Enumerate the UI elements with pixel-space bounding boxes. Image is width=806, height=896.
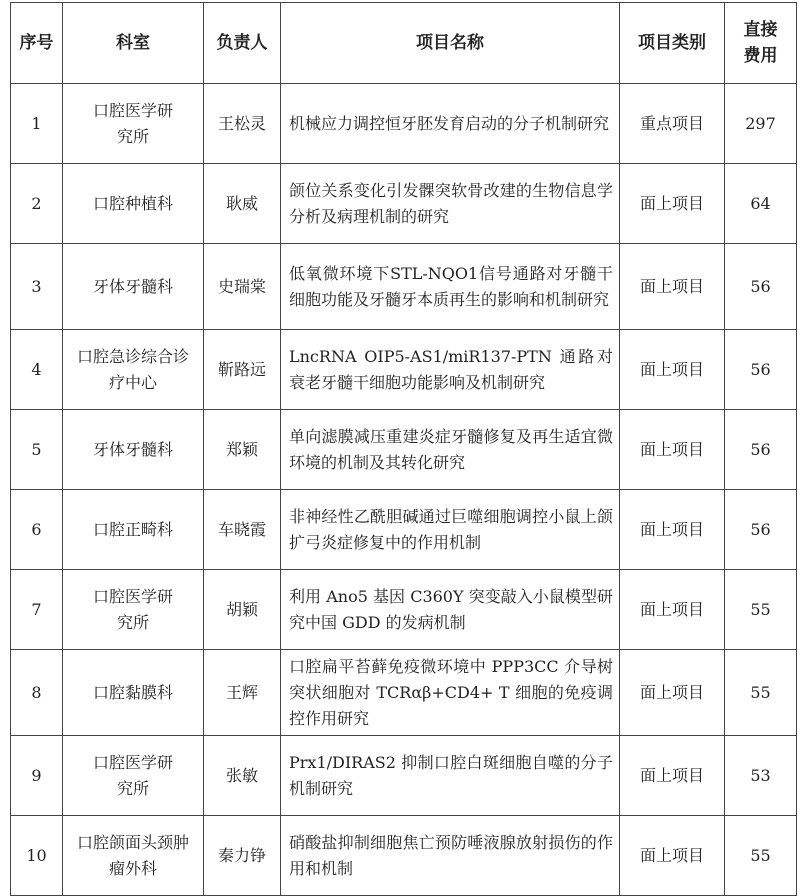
table-row xyxy=(11,736,797,816)
cell-lead: 车晓霞 xyxy=(204,490,281,570)
cell-no: 6 xyxy=(11,490,63,570)
cell-no: 7 xyxy=(11,570,63,650)
cell-category: 面上项目 xyxy=(620,570,725,650)
cell-lead: 秦力铮 xyxy=(204,816,281,896)
cell-cost: 56 xyxy=(725,244,797,330)
table-row xyxy=(11,410,797,490)
cell-cost: 55 xyxy=(725,816,797,896)
project-table xyxy=(10,2,797,896)
table-row xyxy=(11,244,797,330)
cell-dept: 口腔黏膜科 xyxy=(63,650,204,736)
cell-lead: 耿威 xyxy=(204,164,281,244)
cell-category: 面上项目 xyxy=(620,490,725,570)
cell-project: 口腔扁平苔藓免疫微环境中 PPP3CC 介导树突状细胞对 TCRαβ+CD4+ T 细胞的免疫调控作用研究 xyxy=(281,650,620,736)
cell-cost: 297 xyxy=(725,84,797,164)
cell-dept: 牙体牙髓科 xyxy=(63,410,204,490)
cell-dept: 口腔急诊综合诊疗中心 xyxy=(63,330,204,410)
cell-no: 9 xyxy=(11,736,63,816)
table-row xyxy=(11,84,797,164)
cell-lead: 王松灵 xyxy=(204,84,281,164)
cell-project: 机械应力调控恒牙胚发育启动的分子机制研究 xyxy=(281,84,620,164)
cell-category: 面上项目 xyxy=(620,330,725,410)
cell-cost: 56 xyxy=(725,410,797,490)
cell-project: 非神经性乙酰胆碱通过巨噬细胞调控小鼠上颌扩弓炎症修复中的作用机制 xyxy=(281,490,620,570)
table-row xyxy=(11,650,797,736)
table-row xyxy=(11,570,797,650)
table-row xyxy=(11,330,797,410)
cell-dept: 口腔医学研究所 xyxy=(63,736,204,816)
cell-no: 3 xyxy=(11,244,63,330)
cell-no: 4 xyxy=(11,330,63,410)
cell-category: 面上项目 xyxy=(620,244,725,330)
cell-cost: 55 xyxy=(725,650,797,736)
cell-project: 颌位关系变化引发髁突软骨改建的生物信息学分析及病理机制的研究 xyxy=(281,164,620,244)
cell-lead: 史瑞棠 xyxy=(204,244,281,330)
cell-project: 单向滤膜减压重建炎症牙髓修复及再生适宜微环境的机制及其转化研究 xyxy=(281,410,620,490)
table-row xyxy=(11,164,797,244)
cell-category: 面上项目 xyxy=(620,410,725,490)
cell-dept: 口腔正畸科 xyxy=(63,490,204,570)
table-row xyxy=(11,816,797,896)
cell-project: 利用 Ano5 基因 C360Y 突变敲入小鼠模型研究中国 GDD 的发病机制 xyxy=(281,570,620,650)
cell-cost: 55 xyxy=(725,570,797,650)
cell-category: 面上项目 xyxy=(620,650,725,736)
cell-lead: 胡颖 xyxy=(204,570,281,650)
cell-no: 8 xyxy=(11,650,63,736)
cell-dept: 口腔医学研究所 xyxy=(63,84,204,164)
cell-no: 2 xyxy=(11,164,63,244)
cell-category: 面上项目 xyxy=(620,816,725,896)
cell-project: 硝酸盐抑制细胞焦亡预防唾液腺放射损伤的作用和机制 xyxy=(281,816,620,896)
cell-category: 重点项目 xyxy=(620,84,725,164)
cell-dept: 口腔医学研究所 xyxy=(63,570,204,650)
cell-cost: 56 xyxy=(725,490,797,570)
cell-cost: 53 xyxy=(725,736,797,816)
cell-project: Prx1/DIRAS2 抑制口腔白斑细胞自噬的分子机制研究 xyxy=(281,736,620,816)
cell-dept: 口腔颌面头颈肿瘤外科 xyxy=(63,816,204,896)
cell-no: 1 xyxy=(11,84,63,164)
cell-lead: 靳路远 xyxy=(204,330,281,410)
header-lead: 负责人 xyxy=(204,3,281,84)
cell-category: 面上项目 xyxy=(620,164,725,244)
cell-lead: 王辉 xyxy=(204,650,281,736)
header-dept: 科室 xyxy=(63,3,204,84)
header-category: 项目类别 xyxy=(620,3,725,84)
cell-project: 低氧微环境下STL-NQO1信号通路对牙髓干细胞功能及牙髓牙本质再生的影响和机制研究 xyxy=(281,244,620,330)
cell-project: LncRNA OIP5-AS1/miR137-PTN 通路对衰老牙髓干细胞功能影响及机制研究 xyxy=(281,330,620,410)
header-cost: 直接费用 xyxy=(725,3,797,84)
cell-dept: 口腔种植科 xyxy=(63,164,204,244)
table-row xyxy=(11,490,797,570)
cell-lead: 张敏 xyxy=(204,736,281,816)
cell-category: 面上项目 xyxy=(620,736,725,816)
cell-cost: 64 xyxy=(725,164,797,244)
cell-no: 10 xyxy=(11,816,63,896)
header-no: 序号 xyxy=(11,3,63,84)
cell-cost: 56 xyxy=(725,330,797,410)
cell-dept: 牙体牙髓科 xyxy=(63,244,204,330)
header-row xyxy=(11,3,797,84)
cell-lead: 郑颖 xyxy=(204,410,281,490)
header-project: 项目名称 xyxy=(281,3,620,84)
cell-no: 5 xyxy=(11,410,63,490)
